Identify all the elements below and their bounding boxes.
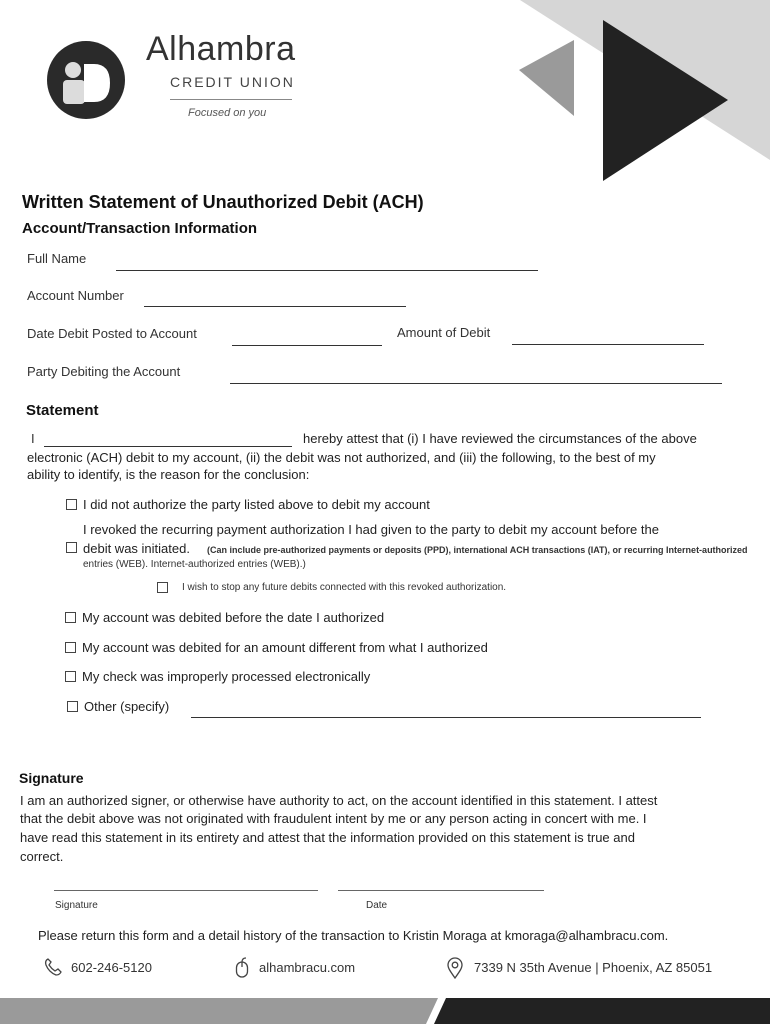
- revoked-label-line2: debit was initiated.: [83, 541, 190, 556]
- full-name-label: Full Name: [27, 251, 87, 266]
- not-authorized-checkbox[interactable]: [66, 499, 77, 510]
- logo-icon: [46, 40, 126, 120]
- footer-website[interactable]: alhambracu.com: [259, 960, 356, 975]
- footer-address: 7339 N 35th Avenue | Phoenix, AZ 85051: [474, 960, 713, 975]
- signature-heading: Signature: [19, 770, 84, 786]
- brand-subtitle: CREDIT UNION: [170, 74, 295, 90]
- full-name-field[interactable]: [116, 270, 538, 271]
- footer-phone[interactable]: 602-246-5120: [71, 960, 152, 975]
- signature-field[interactable]: [54, 890, 318, 891]
- check-processed-label: My check was improperly processed electronically: [82, 669, 371, 684]
- signature-label: Signature: [55, 900, 98, 911]
- footer-bar-dark: [434, 998, 770, 1024]
- different-amount-checkbox[interactable]: [65, 642, 76, 653]
- attest-name-field[interactable]: [44, 446, 292, 447]
- account-number-field[interactable]: [144, 306, 406, 307]
- phone-icon: [43, 957, 63, 977]
- amount-field[interactable]: [512, 344, 704, 345]
- attest-i: I: [31, 431, 35, 446]
- footer-bar-grey: [0, 998, 438, 1024]
- date-posted-field[interactable]: [232, 345, 382, 346]
- date-label: Date: [366, 900, 388, 911]
- party-label: Party Debiting the Account: [27, 364, 181, 379]
- different-amount-label: My account was debited for an amount different from what I authorized: [82, 640, 488, 655]
- party-field[interactable]: [230, 383, 722, 384]
- footer-bar: [0, 998, 770, 1024]
- attest-text-line3: ability to identify, is the reason for the conclusion:: [27, 467, 310, 482]
- not-authorized-label: I did not authorize the party listed above to debit my account: [83, 497, 430, 512]
- amount-label: Amount of Debit: [397, 325, 491, 340]
- revoked-checkbox[interactable]: [66, 542, 77, 553]
- other-label: Other (specify): [84, 699, 170, 714]
- revoked-note-line1: (Can include pre-authorized payments or deposits (PPD), international ACH transactions (IAT), or recurring Internet-authorized: [207, 545, 748, 555]
- revoked-label-line1: I revoked the recurring payment authorization I had given to the party to debit my account before the: [83, 522, 659, 537]
- location-pin-icon: [446, 957, 464, 979]
- signature-text-line3: have read this statement in its entirety and attest that the information provided on this statement is true and: [20, 830, 635, 845]
- mouse-icon: [235, 957, 249, 979]
- attest-text-line2: electronic (ACH) debit to my account, (ii) the debit was not authorized, and (iii) the following, to the best of my: [27, 450, 656, 465]
- account-section-heading: Account/Transaction Information: [22, 220, 258, 237]
- signature-text-line1: I am an authorized signer, or otherwise have authority to act, on the account identified in this statement. I attest: [20, 793, 658, 808]
- other-checkbox[interactable]: [67, 701, 78, 712]
- grey-arrow-triangle: [519, 40, 574, 116]
- return-note: Please return this form and a detail history of the transaction to Kristin Moraga at kmoraga@alhambracu.com.: [38, 928, 669, 943]
- revoked-note-line2: entries (WEB). Internet-authorized entries (WEB).): [83, 559, 306, 570]
- check-processed-checkbox[interactable]: [65, 671, 76, 682]
- stop-future-checkbox[interactable]: [157, 582, 168, 593]
- statement-heading: Statement: [26, 402, 99, 419]
- signature-text-line2: that the debit above was not originated with fraudulent intent by me or any person acting in concert with me. I: [20, 811, 647, 826]
- date-posted-label: Date Debit Posted to Account: [27, 326, 197, 341]
- attest-text-line1: hereby attest that (i) I have reviewed the circumstances of the above: [303, 431, 697, 446]
- account-number-label: Account Number: [27, 288, 124, 303]
- brand-divider: [170, 99, 292, 100]
- form-title: Written Statement of Unauthorized Debit (ACH): [22, 192, 424, 212]
- before-date-checkbox[interactable]: [65, 612, 76, 623]
- brand-tagline: Focused on you: [188, 107, 267, 119]
- signature-text-line4: correct.: [20, 849, 64, 864]
- other-specify-field[interactable]: [191, 717, 701, 718]
- date-field[interactable]: [338, 890, 544, 891]
- brand-name: Alhambra: [146, 30, 296, 68]
- stop-future-label: I wish to stop any future debits connected with this revoked authorization.: [182, 582, 507, 593]
- before-date-label: My account was debited before the date I authorized: [82, 610, 385, 625]
